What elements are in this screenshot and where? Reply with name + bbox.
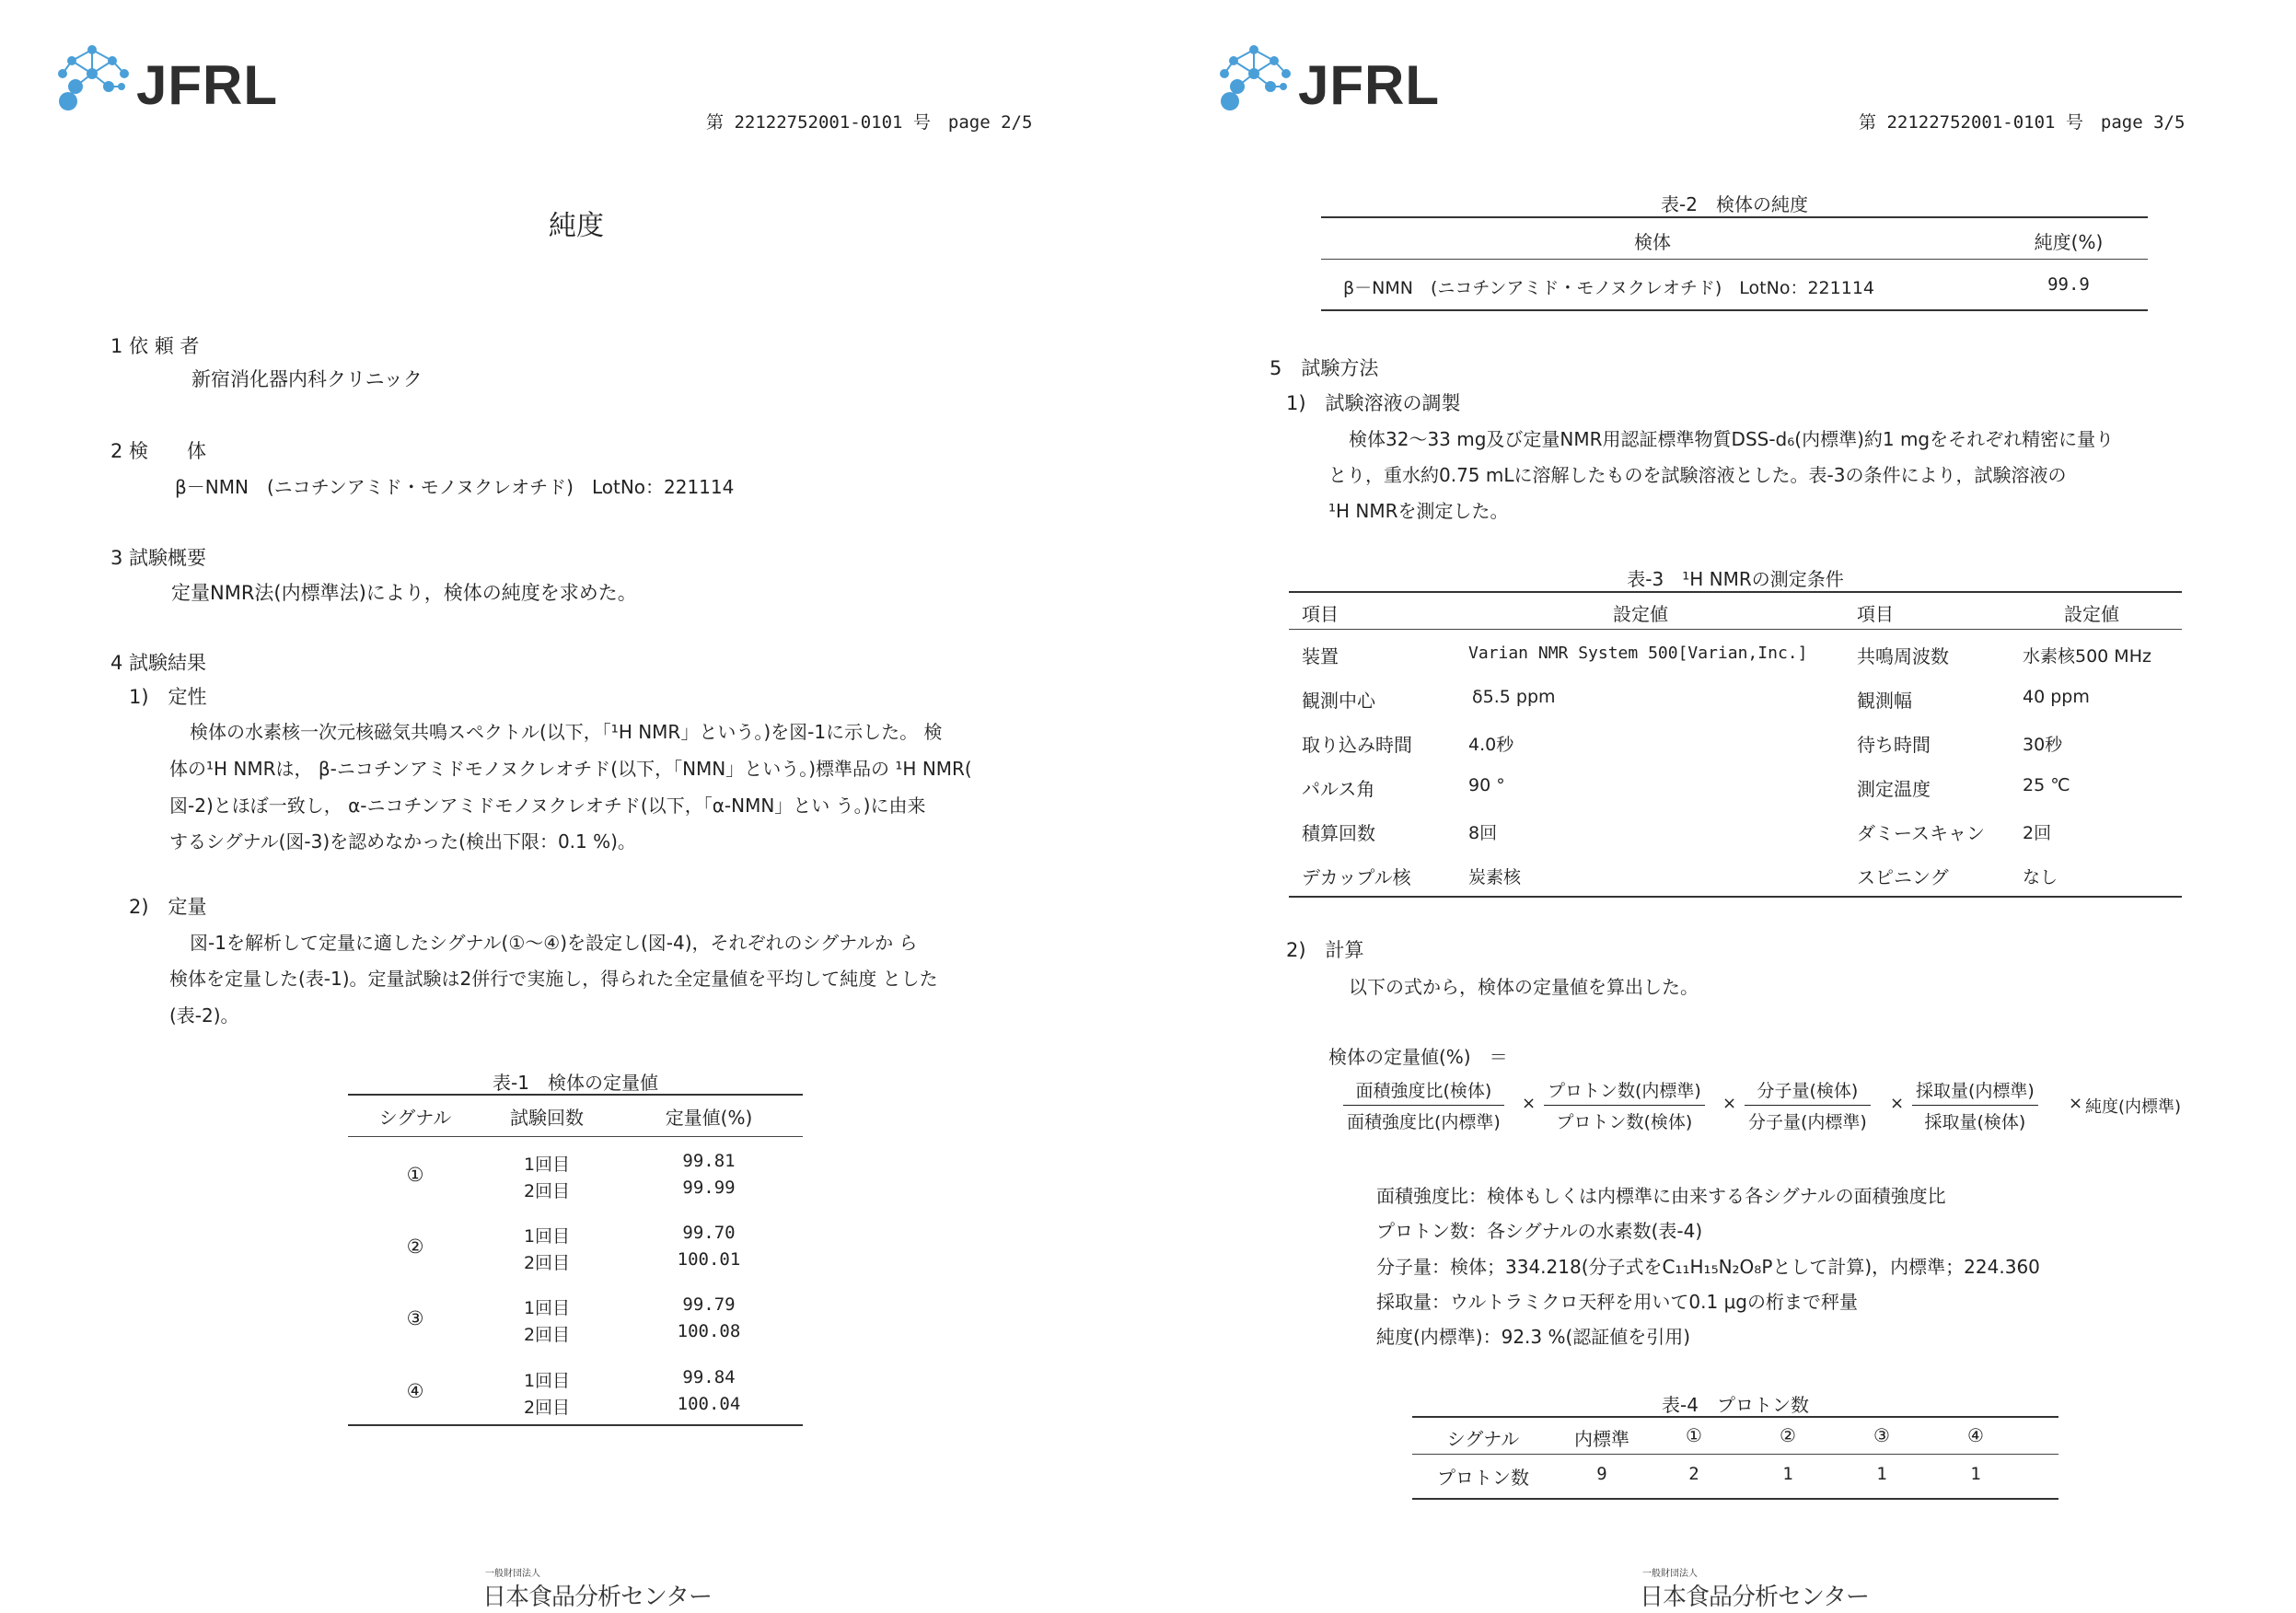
quantitative-line-2: 検体を定量した(表-1)。定量試験は2併行で実施し，得られた全定量値を平均して純度 とした	[169, 968, 938, 990]
table-3-cell: 90 °	[1468, 775, 1505, 795]
table-4-cell: プロトン数	[1437, 1467, 1529, 1489]
section-2-text: β－NMN (ニコチンアミド・モノヌクレオチド) LotNo：221114	[175, 476, 735, 498]
times-operator: ×	[2069, 1094, 2083, 1113]
table-1-value: 99.79	[682, 1294, 736, 1315]
page-header: 第 22122752001-0101 号 page 3/5	[1859, 112, 2186, 133]
preparation-line-1: 検体32～33 mg及び定量NMR用認証標準物質DSS-d₆(内標準)約1 mgをそれぞれ精密に量り	[1349, 428, 2115, 450]
table-2-header-purity: 純度(%)	[2034, 231, 2104, 253]
table-3-cell: ダミースキャン	[1857, 822, 1985, 844]
page-header: 第 22122752001-0101 号 page 2/5	[706, 112, 1033, 133]
table-1-value: 100.04	[677, 1394, 741, 1414]
section-4-label: 4 試験結果	[110, 652, 207, 674]
table-1-run: 2回目	[523, 1398, 571, 1418]
table-1-signal: ④	[406, 1380, 424, 1402]
quantitative-line-3: (表-2)。	[169, 1004, 239, 1027]
table-3-cell: 待ち時間	[1857, 734, 1931, 756]
table-1-header-value: 定量値(%)	[665, 1107, 753, 1129]
calculation-intro: 以下の式から，検体の定量値を算出した。	[1349, 976, 1699, 998]
table-3-cell: δ5.5 ppm	[1472, 687, 1556, 707]
table-1-top-rule	[348, 1094, 803, 1096]
fraction-numerator: プロトン数(内標準)	[1544, 1077, 1705, 1106]
quantitative-line-1: 図-1を解析して定量に適したシグナル(①～④)を設定し(図-4)，それぞれのシグナルか ら	[190, 932, 918, 954]
page-title: 純度	[549, 210, 604, 242]
table-3-header-item: 項目	[1302, 603, 1339, 625]
fraction-sample-mass	[1912, 1077, 2038, 1133]
table-1-header-runs: 試験回数	[510, 1107, 584, 1129]
fraction-numerator: 面積強度比(検体)	[1343, 1077, 1504, 1106]
table-3-cell: 4.0秒	[1468, 735, 1514, 755]
table-3-cell: 25 ℃	[2023, 775, 2070, 795]
table-2-bottom-rule	[1321, 309, 2148, 311]
table-3-cell: なし	[2023, 867, 2058, 888]
section-2-label: 2 検 体	[110, 440, 207, 462]
section-3-label: 3 試験概要	[110, 547, 207, 569]
table-1-bottom-rule	[348, 1424, 803, 1426]
table-1-value: 100.08	[677, 1321, 741, 1341]
footer-org-type: 一般財団法人	[1642, 1569, 1698, 1579]
section-1-label: 1 依 頼 者	[110, 335, 200, 357]
times-operator: ×	[1890, 1094, 1905, 1113]
molecule-icon	[55, 42, 147, 116]
table-3-cell: 8回	[1468, 823, 1498, 843]
formula-lhs: 検体の定量値(%) ＝	[1328, 1046, 1508, 1068]
table-3-cell: パルス角	[1302, 778, 1375, 800]
table-4-header-rule	[1412, 1454, 2058, 1455]
footer-org-type: 一般財団法人	[485, 1569, 540, 1579]
table-3-header-rule	[1289, 629, 2182, 630]
table-4-header: ②	[1780, 1424, 1796, 1446]
section-5-label: 5 試験方法	[1270, 357, 1379, 379]
table-3-header-item-2: 項目	[1857, 603, 1894, 625]
subsection-calculation-label: 2) 計算	[1286, 939, 1364, 961]
logo-text: JFRL	[136, 54, 278, 116]
qualitative-line-4: するシグナル(図-3)を認めなかった(検出下限：0.1 %)。	[169, 830, 636, 853]
fraction-denominator: 面積強度比(内標準)	[1347, 1112, 1501, 1132]
footer-org-name: 日本食品分析センター	[1640, 1584, 1869, 1611]
fraction-denominator: プロトン数(検体)	[1556, 1112, 1693, 1132]
table-4-cell: 1	[1782, 1464, 1793, 1484]
table-4-header: シグナル	[1446, 1428, 1520, 1450]
table-3-cell: 水素核500 MHz	[2023, 646, 2151, 667]
fraction-numerator: 分子量(検体)	[1745, 1077, 1871, 1106]
preparation-line-3: ¹H NMRを測定した。	[1328, 500, 1509, 522]
jfrl-logo	[1217, 42, 1438, 116]
table-4-top-rule	[1412, 1416, 2058, 1418]
table-1-signal: ②	[406, 1236, 424, 1258]
definition-line: プロトン数：各シグナルの水素数(表-4)	[1376, 1220, 1703, 1242]
table-3-cell: Varian NMR System 500[Varian,Inc.]	[1468, 644, 1808, 663]
table-2-sample-cell: β－NMN (ニコチンアミド・モノヌクレオチド) LotNo：221114	[1343, 278, 1874, 298]
table-2-header-sample: 検体	[1634, 231, 1671, 253]
qualitative-line-2: 体の¹H NMRは， β-ニコチンアミドモノヌクレオチド(以下，「NMN」という。)標準品の ¹H NMR(	[169, 758, 972, 780]
table-4-cell: 9	[1596, 1464, 1607, 1484]
fraction-proton-count	[1544, 1077, 1705, 1133]
table-3-cell: 測定温度	[1857, 778, 1931, 800]
table-3-cell: 装置	[1302, 645, 1339, 667]
table-3-cell: スピニング	[1857, 866, 1949, 888]
table-1-signal: ③	[406, 1307, 424, 1329]
definition-line: 純度(内標準)：92.3 %(認証値を引用)	[1376, 1326, 1691, 1348]
table-3-cell: 取り込み時間	[1302, 734, 1412, 756]
table-4-header: 内標準	[1574, 1428, 1629, 1450]
table-1-run: 1回目	[523, 1298, 571, 1318]
times-operator: ×	[1522, 1094, 1536, 1113]
table-3-cell: 炭素核	[1468, 867, 1522, 888]
table-1-run: 2回目	[523, 1181, 571, 1201]
subsection-preparation-label: 1) 試験溶液の調製	[1286, 392, 1461, 414]
page-3	[1148, 0, 2296, 1613]
fraction-area-ratio	[1343, 1077, 1504, 1133]
table-1-value: 99.81	[682, 1151, 736, 1171]
definition-line: 採取量：ウルトラミクロ天秤を用いて0.1 μgの桁まで秤量	[1376, 1291, 1858, 1313]
logo-text: JFRL	[1298, 54, 1440, 116]
table-3-header-setting-2: 設定値	[2064, 603, 2119, 625]
table-4-header: ①	[1686, 1424, 1702, 1446]
table-1-signal: ①	[406, 1164, 424, 1186]
table-2-header-rule	[1321, 259, 2148, 260]
formula-tail: 純度(内標準)	[2085, 1097, 2182, 1117]
table-3-bottom-rule	[1289, 896, 2182, 898]
table-1-run: 2回目	[523, 1253, 571, 1273]
table-2-purity-cell: 99.9	[2047, 274, 2090, 295]
subsection-quantitative-label: 2) 定量	[129, 896, 207, 918]
table-1-header-signal: シグナル	[378, 1107, 452, 1129]
table-3-cell: 積算回数	[1302, 822, 1375, 844]
table-1-value: 100.01	[677, 1249, 741, 1270]
table-3-header-setting: 設定値	[1613, 603, 1668, 625]
definition-line: 面積強度比：検体もしくは内標準に由来する各シグナルの面積強度比	[1376, 1185, 1946, 1207]
table-4-header: ③	[1873, 1424, 1890, 1446]
table-1-value: 99.84	[682, 1367, 736, 1387]
section-3-text: 定量NMR法(内標準法)により，検体の純度を求めた。	[171, 582, 637, 604]
section-1-text: 新宿消化器内科クリニック	[191, 368, 423, 390]
fraction-molecular-weight	[1745, 1077, 1871, 1133]
table-3-cell: 共鳴周波数	[1857, 645, 1949, 667]
table-1-run: 1回目	[523, 1155, 571, 1175]
table-3-cell: 2回	[2023, 823, 2052, 843]
qualitative-line-3: 図-2)とほぼ一致し， α-ニコチンアミドモノヌクレオチド(以下，「α-NMN」とい う。)に由来	[169, 795, 926, 817]
table-1-run: 1回目	[523, 1226, 571, 1247]
definition-line: 分子量：検体；334.218(分子式をC₁₁H₁₅N₂O₈Pとして計算)，内標準；224.360	[1376, 1256, 2040, 1278]
table-3-cell: 観測幅	[1857, 690, 1912, 712]
table-4-cell: 2	[1688, 1464, 1699, 1484]
table-4-cell: 1	[1970, 1464, 1981, 1484]
qualitative-line-1: 検体の水素核一次元核磁気共鳴スペクトル(以下，「¹H NMR」という。)を図-1に示した。 検	[190, 721, 943, 743]
table-2-top-rule	[1321, 216, 2148, 218]
table-4-header: ④	[1967, 1424, 1984, 1446]
table-1-value: 99.99	[682, 1178, 736, 1198]
table-3-caption: 表-3 ¹H NMRの測定条件	[1627, 568, 1844, 590]
footer-org-name: 日本食品分析センター	[482, 1584, 712, 1611]
table-1-run: 2回目	[523, 1325, 571, 1345]
table-1-header-rule	[348, 1136, 803, 1137]
table-1-caption: 表-1 検体の定量値	[493, 1072, 658, 1094]
preparation-line-2: とり，重水約0.75 mLに溶解したものを試験溶液とした。表-3の条件により，試験溶液の	[1328, 464, 2067, 486]
molecule-icon	[1217, 42, 1309, 116]
table-3-cell: 40 ppm	[2023, 687, 2090, 707]
fraction-denominator: 採取量(検体)	[1924, 1112, 2026, 1132]
times-operator: ×	[1722, 1094, 1737, 1113]
table-3-cell: 30秒	[2023, 735, 2063, 755]
fraction-denominator: 分子量(内標準)	[1748, 1112, 1867, 1132]
table-4-caption: 表-4 プロトン数	[1662, 1394, 1809, 1416]
jfrl-logo	[55, 42, 276, 116]
table-4-bottom-rule	[1412, 1498, 2058, 1500]
table-3-cell: デカップル核	[1302, 866, 1411, 888]
table-3-cell: 観測中心	[1302, 690, 1375, 712]
subsection-qualitative-label: 1) 定性	[129, 686, 207, 708]
table-2-caption: 表-2 検体の純度	[1661, 193, 1808, 215]
table-4-cell: 1	[1876, 1464, 1887, 1484]
fraction-numerator: 採取量(内標準)	[1912, 1077, 2038, 1106]
table-1-value: 99.70	[682, 1223, 736, 1243]
table-3-top-rule	[1289, 591, 2182, 593]
table-1-run: 1回目	[523, 1371, 571, 1391]
